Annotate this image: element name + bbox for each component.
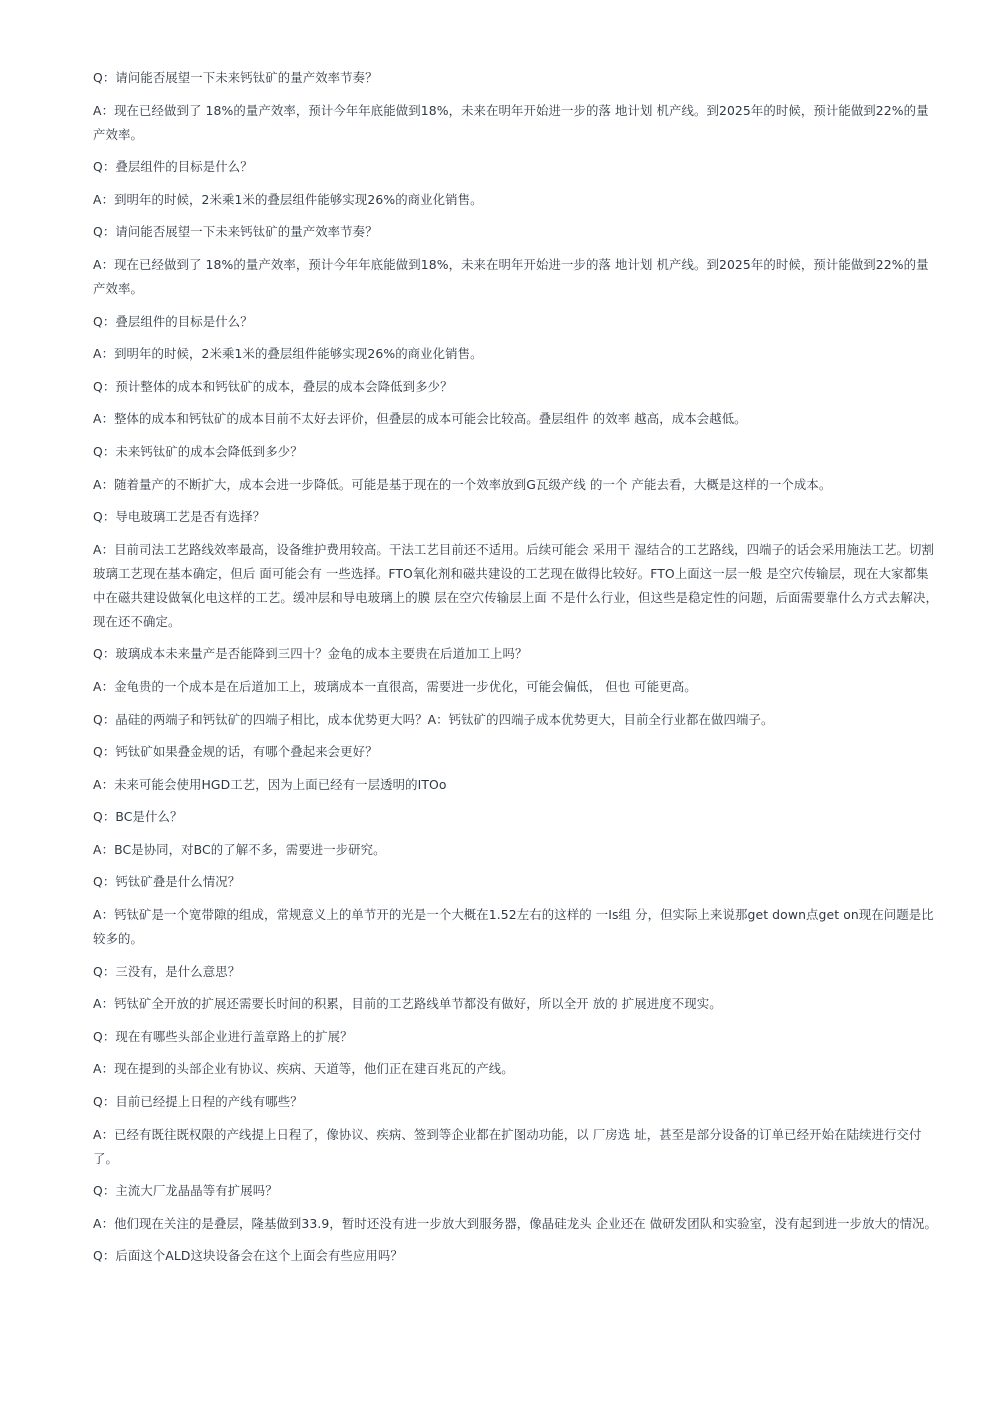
answer-line: A：BC是协同，对BC的了解不多，需要进一步研究。 <box>93 841 386 857</box>
answer-line: A：目前司法工艺路线效率最高，设备维护费用较高。干法工艺目前还不适用。后续可能会 采用干 湿结合的工艺路线，四端子的话会采用施法工艺。切割玻璃工艺现在基本确定，但后 面可能会有 一些选择。FTO氧化剂和磁共建设的工艺现在做得比较好。FTO上面这一层一般 是空穴传输层，现在大家都集中在磁共建设做氧化电这样的工艺。缓冲层和导电玻璃上的膜 层在空穴传输层上面 不是什么行业，但这些是稳定性的问题，后面需要靠什么方式去解决， 现在还不确定。 <box>93 541 938 629</box>
question-line: Q：叠层组件的目标是什么？ <box>93 313 253 329</box>
answer-line: A：随着量产的不断扩大，成本会进一步降低。可能是基于现在的一个效率放到G瓦级产线 的一个 产能去看，大概是这样的一个成本。 <box>93 476 832 492</box>
answer-line: A：到明年的时候，2米乘1米的叠层组件能够实现26%的商业化销售。 <box>93 191 483 207</box>
question-line: Q：后面这个ALD这块设备会在这个上面会有些应用吗？ <box>93 1248 403 1264</box>
question-answer-line: Q：晶硅的两端子和钙钛矿的四端子相比，成本优势更大吗？A：钙钛矿的四端子成本优势更大，目前全行业都在做四端子。 <box>93 711 774 727</box>
answer-line: A：金龟贵的一个成本是在后道加工上，玻璃成本一直很高，需要进一步优化，可能会偏低， 但也 可能更高。 <box>93 678 697 694</box>
question-line: Q：请问能否展望一下未来钙钛矿的量产效率节奏？ <box>93 224 378 240</box>
question-line: Q：预计整体的成本和钙钛矿的成本，叠层的成本会降低到多少？ <box>93 378 453 394</box>
answer-line: A：钙钛矿全开放的扩展还需要长时间的积累，目前的工艺路线单节都没有做好，所以全开 放的 扩展进度不现实。 <box>93 996 722 1012</box>
question-line: Q：三没有，是什么意思？ <box>93 963 241 979</box>
answer-line: A：他们现在关注的是叠层，隆基做到33.9，暂时还没有进一步放大到服务器，像晶硅龙头 企业还在 做研发团队和实验室，没有起到进一步放大的情况。 <box>93 1215 938 1231</box>
question-line: Q：玻璃成本未来量产是否能降到三四十？金龟的成本主要贵在后道加工上吗？ <box>93 646 528 662</box>
answer-line: A：整体的成本和钙钛矿的成本目前不太好去评价，但叠层的成本可能会比较高。叠层组件 的效率 越高，成本会越低。 <box>93 411 747 427</box>
question-line: Q：叠层组件的目标是什么？ <box>93 159 253 175</box>
question-line: Q：未来钙钛矿的成本会降低到多少？ <box>93 443 303 459</box>
answer-line: A：现在已经做到了 18%的量产效率，预计今年年底能做到18%，未来在明年开始进一步的落 地计划 机产线。到2025年的时候，预计能做到22%的量产效率。 <box>93 102 929 142</box>
answer-line: A：钙钛矿是一个宽带隙的组成，常规意义上的单节开的光是一个大概在1.52左右的这样的 一Is组 分，但实际上来说那get down点get on现在问题是比较多的。 <box>93 907 934 947</box>
answer-line: A：现在提到的头部企业有协议、疾病、天道等，他们正在建百兆瓦的产线。 <box>93 1061 514 1077</box>
question-line: Q：主流大厂龙晶晶等有扩展吗？ <box>93 1183 278 1199</box>
answer-line: A：已经有既往既权限的产线提上日程了，像协议、疾病、签到等企业都在扩图动功能，以 厂房选 址，甚至是部分设备的订单已经开始在陆续进行交付了。 <box>93 1126 922 1166</box>
answer-line: A：未来可能会使用HGD工艺，因为上面已经有一层透明的ITOo <box>93 776 447 792</box>
answer-line: A：到明年的时候，2米乘1米的叠层组件能够实现26%的商业化销售。 <box>93 346 483 362</box>
answer-line: A：现在已经做到了 18%的量产效率，预计今年年底能做到18%，未来在明年开始进一步的落 地计划 机产线。到2025年的时候，预计能做到22%的量产效率。 <box>93 256 929 296</box>
question-line: Q：目前已经提上日程的产线有哪些？ <box>93 1094 303 1110</box>
document-body <box>93 66 939 1277</box>
question-line: Q：导电玻璃工艺是否有选择？ <box>93 509 266 525</box>
question-line: Q：现在有哪些头部企业进行盖章路上的扩展？ <box>93 1028 353 1044</box>
question-line: Q：请问能否展望一下未来钙钛矿的量产效率节奏？ <box>93 70 378 85</box>
question-line: Q：钙钛矿叠是什么情况？ <box>93 874 241 890</box>
question-line: Q：钙钛矿如果叠金规的话，有哪个叠起来会更好？ <box>93 744 378 760</box>
question-line: Q：BC是什么？ <box>93 809 183 825</box>
